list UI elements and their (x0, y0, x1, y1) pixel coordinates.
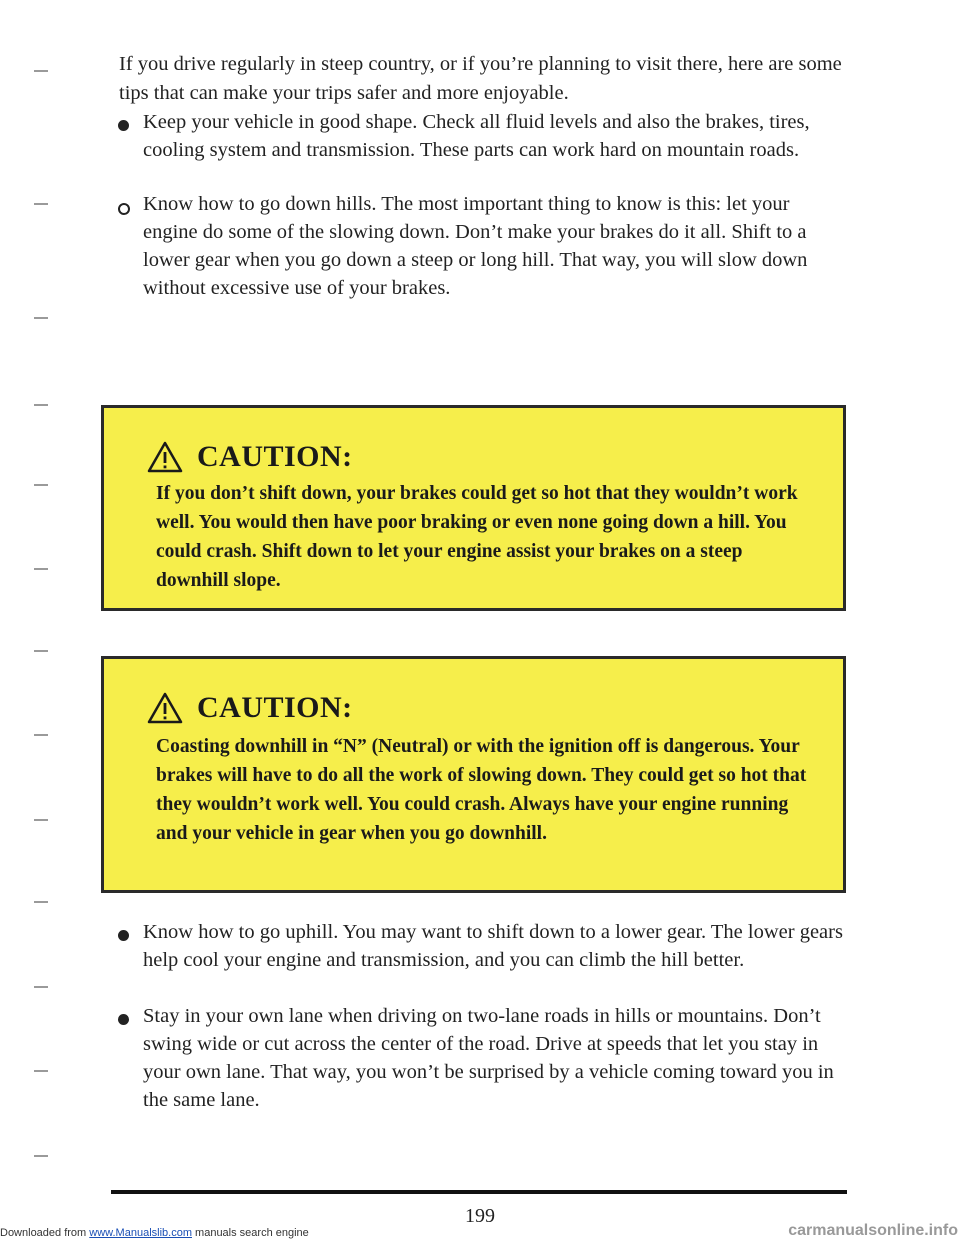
edge-mark (34, 70, 48, 72)
edge-mark (34, 317, 48, 319)
bullet-icon (118, 930, 129, 941)
edge-mark (34, 1070, 48, 1072)
bullet-own-lane: Stay in your own lane when driving on two-lane roads in hills or mountains. Don’t swing wide or cut across the center of the road. Drive at speeds that let you stay in your own lane. That way, you won’t be surprised by a vehicle coming toward you in the same lane. (143, 1005, 834, 1111)
caution-title: CAUTION: (197, 440, 353, 473)
bullet-icon (118, 120, 129, 131)
edge-mark (34, 404, 48, 406)
bullet-icon (118, 1014, 129, 1025)
intro-paragraph: If you drive regularly in steep country, or if you’re planning to visit there, here are some tips that can make your trips safer and more enjoyable. (119, 53, 842, 104)
edge-mark (34, 650, 48, 652)
caution-title: CAUTION: (197, 691, 353, 724)
edge-mark (34, 901, 48, 903)
caution-heading (147, 691, 353, 725)
credit-suffix: manuals search engine (191, 1227, 309, 1239)
edge-mark (34, 484, 48, 486)
download-credit (0, 1227, 309, 1239)
edge-mark (34, 734, 48, 736)
footer-rule (111, 1190, 847, 1194)
caution-text: If you don’t shift down, your brakes could get so hot that they wouldn’t work well. You would then have poor braking or even none going down a hill. You could crash. Shift down to let your engine assist your brakes on a steep downhill slope. (156, 483, 798, 591)
edge-mark (34, 568, 48, 570)
bullet-icon (118, 203, 130, 215)
edge-mark (34, 203, 48, 205)
caution-text: Coasting downhill in “N” (Neutral) or with the ignition off is dangerous. Your brakes will have to do all the work of slowing down. They could get so hot that they wouldn’t work well. You could crash. Always have your engine running and your vehicle in gear when you go downhill. (156, 736, 807, 844)
edge-mark (34, 1155, 48, 1157)
watermark: carmanualsonline.info (788, 1222, 958, 1239)
caution-box (101, 405, 846, 611)
warning-triangle-icon (147, 692, 183, 724)
edge-mark (34, 986, 48, 988)
caution-box (101, 656, 846, 893)
bullet-vehicle-shape: Keep your vehicle in good shape. Check all fluid levels and also the brakes, tires, cooling system and transmission. These parts can work hard on mountain roads. (143, 111, 810, 161)
manualslib-link[interactable]: www.Manualslib.com (89, 1227, 192, 1239)
edge-mark (34, 819, 48, 821)
credit-prefix: Downloaded from (0, 1227, 90, 1239)
bullet-downhill: Know how to go down hills. The most important thing to know is this: let your engine do some of the slowing down. Don’t make your brakes do it all. Shift to a lower gear when you go down a steep or long hill. That way, you will slow down without excessive use of your brakes. (143, 193, 808, 299)
caution-heading (147, 440, 353, 474)
page-number: 199 (465, 1205, 495, 1227)
warning-triangle-icon (147, 441, 183, 473)
bullet-uphill: Know how to go uphill. You may want to shift down to a lower gear. The lower gears help cool your engine and transmission, and you can climb the hill better. (143, 921, 843, 971)
